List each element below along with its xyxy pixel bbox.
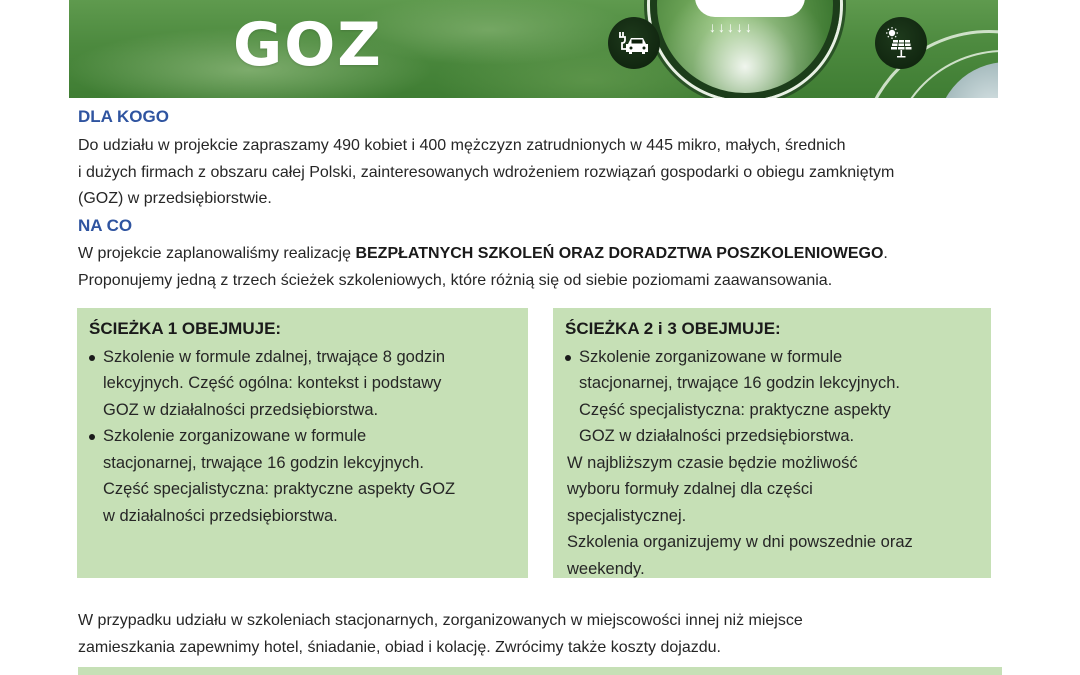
text-line: Część specjalistyczna: praktyczne aspekty GOZ (103, 480, 456, 498)
section-heading-dla-kogo: DLA KOGO (78, 107, 169, 126)
path-2-3-notes (567, 450, 979, 583)
text-line: lekcyjnych. Część ogólna: kontekst i podstawy (103, 374, 442, 392)
text-line: GOZ w działalności przedsiębiorstwa. (579, 427, 855, 445)
path-1-box (77, 308, 528, 578)
path-2-3-title: ŚCIEŻKA 2 i 3 OBEJMUJE: (565, 319, 781, 338)
list-item (89, 344, 516, 424)
text-line: Szkolenie zorganizowane w formule (103, 427, 367, 445)
path-2-3-box (553, 308, 991, 578)
list-item (565, 344, 979, 450)
text-line: Szkolenie w formule zdalnej, trwające 8 godzin (103, 347, 446, 366)
text-line: w działalności przedsiębiorstwa. (103, 506, 338, 525)
bold-text: BEZPŁATNYCH SZKOLEŃ ORAZ DORADZTWA POSZKOLENIOWEGO (355, 245, 884, 262)
header-banner (69, 0, 998, 98)
na-co-paragraph (78, 241, 888, 294)
bullet-icon (89, 434, 95, 440)
arrows-down-icon: ↓↓↓↓↓ (709, 19, 754, 35)
bullet-icon (565, 355, 571, 361)
text-fragment: . (883, 245, 888, 262)
text-line: weekendy. (567, 559, 645, 578)
list-item (89, 423, 516, 529)
path-1-title: ŚCIEŻKA 1 OBEJMUJE: (89, 319, 282, 338)
text-line: Do udziału w projekcie zapraszamy 490 kobiet i 400 mężczyzn zatrudnionych w 445 mikro, małych, średnich (78, 137, 846, 154)
cloud-icon (695, 0, 805, 17)
section-heading-na-co: NA CO (78, 216, 133, 235)
bottom-green-bar (78, 667, 1002, 675)
text-line: stacjonarnej, trwające 16 godzin lekcyjnych. (103, 453, 425, 472)
text-line: wyboru formuły zdalnej dla części (567, 480, 813, 498)
solar-panel-icon (875, 17, 927, 69)
text-line (78, 241, 888, 268)
globe-icon (650, 0, 840, 98)
path-1-list (89, 344, 516, 530)
accommodation-note (78, 608, 803, 661)
bullet-icon (89, 355, 95, 361)
text-line: specjalistycznej. (567, 506, 687, 525)
text-line: stacjonarnej, trwające 16 godzin lekcyjnych. (579, 374, 901, 392)
dla-kogo-paragraph (78, 133, 894, 213)
banner-title: GOZ (233, 10, 383, 80)
text-fragment: W projekcie zaplanowaliśmy realizację (78, 245, 356, 262)
text-line: Proponujemy jedną z trzech ścieżek szkoleniowych, które różnią się od siebie poziomami zaawansowania. (78, 271, 833, 289)
electric-car-icon (608, 17, 660, 69)
text-line: Część specjalistyczna: praktyczne aspekty (579, 400, 891, 419)
path-2-3-list (565, 344, 979, 450)
text-line: Szkolenie zorganizowane w formule (579, 347, 843, 366)
text-line: GOZ w działalności przedsiębiorstwa. (103, 400, 379, 419)
text-line: W najbliższym czasie będzie możliwość (567, 453, 858, 472)
text-line: i dużych firmach z obszaru całej Polski, zainteresowanych wdrożeniem rozwiązań gospodarki o obiegu zamkniętym (78, 163, 895, 181)
text-line: Szkolenia organizujemy w dni powszednie oraz (567, 533, 913, 551)
text-line: W przypadku udziału w szkoleniach stacjonarnych, zorganizowanych w miejscowości innej niż miejsce (78, 612, 803, 629)
text-line: (GOZ) w przedsiębiorstwie. (78, 190, 272, 207)
text-line: zamieszkania zapewnimy hotel, śniadanie, obiad i kolację. Zwrócimy także koszty dojazdu. (78, 638, 721, 656)
